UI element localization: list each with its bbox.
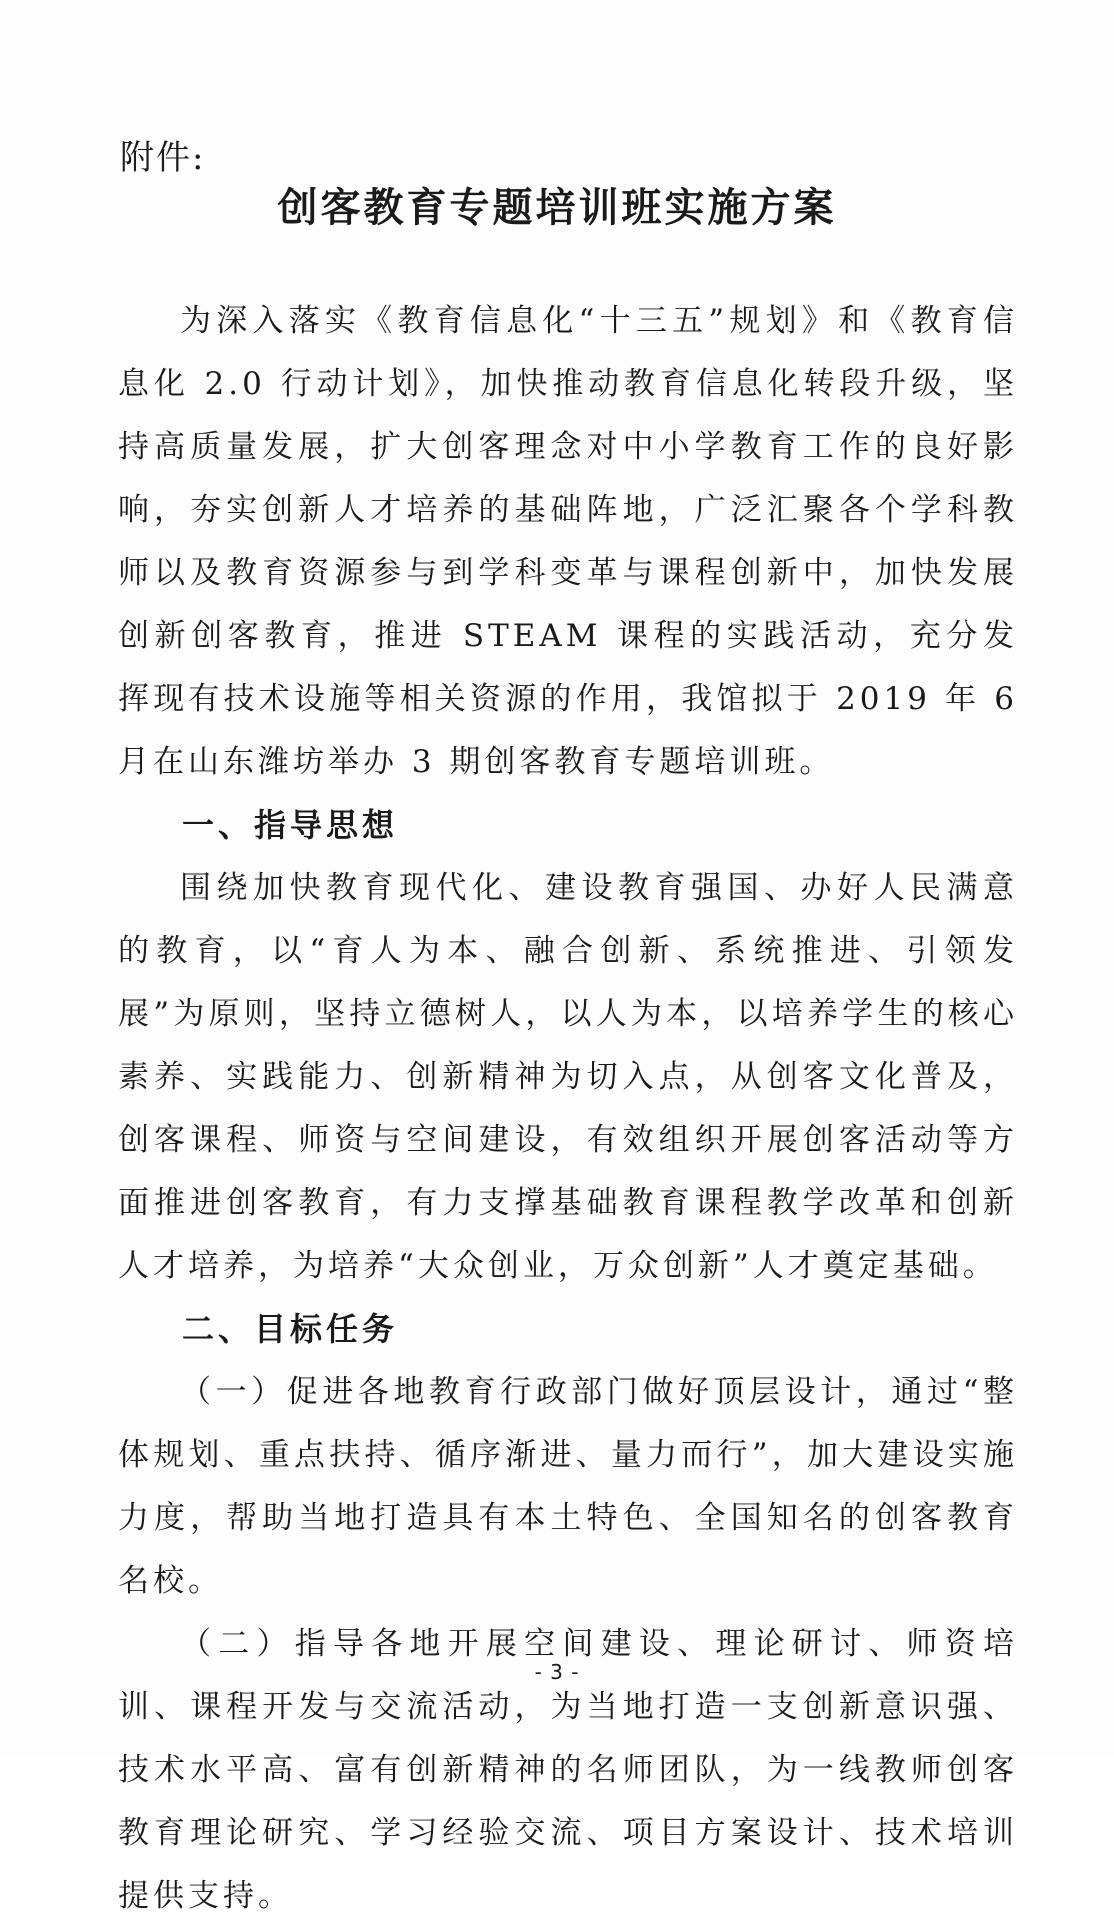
section-heading-target-tasks: 二、目标任务 — [182, 1310, 399, 1348]
section-heading-guiding-ideology: 一、指导思想 — [182, 806, 399, 844]
attachment-label: 附件: — [120, 138, 206, 178]
intro-paragraph: 为深入落实《教育信息化“十三五”规划》和《教育信息化 2.0 行动计划》，加快推动教育信息化转段升级，坚持高质量发展，扩大创客理念对中小学教育工作的良好影响，夯实创新人才培养的基础阵地，广泛汇聚各个学科教师以及教育资源参与到学科变革与课程创新中，加快发展创新创客教育，推进 STEAM 课程的实践活动，充分发挥现有技术设施等相关资源的作用，我馆拟于 2019 年 6 月在山东潍坊举办 3 期创客教育专题培训班。 — [118, 303, 1018, 780]
document-title: 创客教育专题培训班实施方案 — [277, 184, 837, 231]
target-task-item-2: （二）指导各地开展空间建设、理论研讨、师资培训、课程开发与交流活动，为当地打造一支创新意识强、技术水平高、富有创新精神的名师团队，为一线教师创客教育理论研究、学习经验交流、项目方案设计、技术培训提供支持。 — [118, 1626, 1018, 1914]
target-task-item-1: （一）促进各地教育行政部门做好顶层设计，通过“整体规划、重点扶持、循序渐进、量力而行”，加大建设实施力度，帮助当地打造具有本土特色、全国知名的创客教育名校。 — [118, 1374, 1018, 1599]
page-number: - 3 - — [534, 1660, 580, 1684]
guiding-ideology-paragraph: 围绕加快教育现代化、建设教育强国、办好人民满意的教育，以“育人为本、融合创新、系统推进、引领发展”为原则，坚持立德树人，以人为本，以培养学生的核心素养、实践能力、创新精神为切入点，从创客文化普及，创客课程、师资与空间建设，有效组织开展创客活动等方面推进创客教育，有力支撑基础教育课程教学改革和创新人才培养，为培养“大众创业，万众创新”人才奠定基础。 — [118, 870, 1018, 1284]
